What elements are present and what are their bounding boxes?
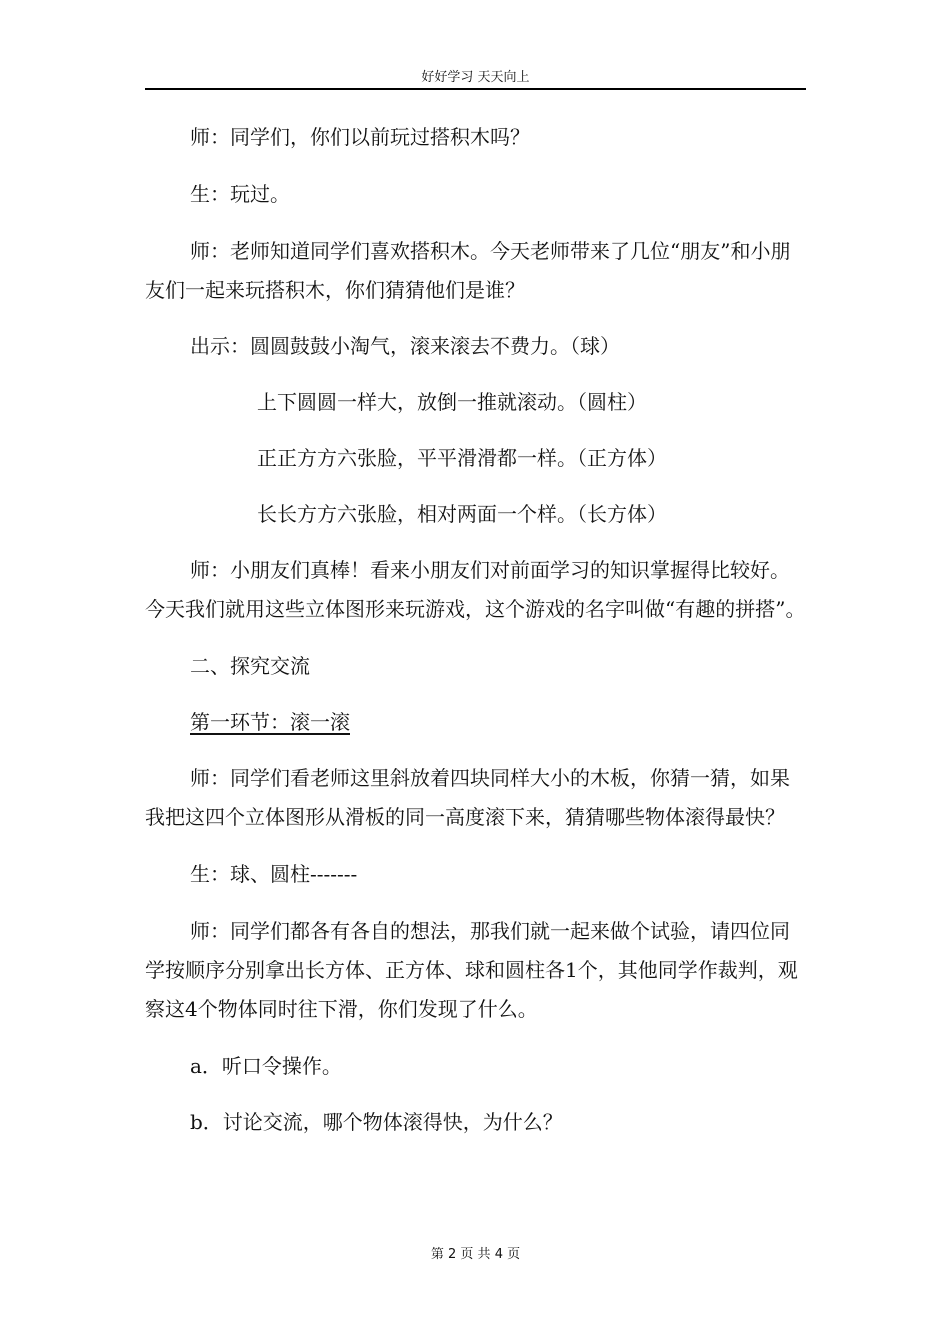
paragraph-student-guess: 生：球、圆柱------- — [190, 862, 358, 886]
header-rule — [145, 88, 806, 90]
document-body — [145, 118, 806, 1142]
list-item-b: b．讨论交流，哪个物体滚得快，为什么？ — [190, 1110, 563, 1134]
page-header: 好好学习 天天向上 — [421, 70, 530, 85]
paragraph-riddle-cylinder: 上下圆圆一样大，放倒一推就滚动。（圆柱） — [257, 390, 647, 414]
page-footer: 第 2 页 共 4 页 — [430, 1247, 521, 1262]
paragraph-teacher-experiment: 师：同学们都各有各自的想法，那我们就一起来做个试验，请四位同学按顺序分别拿出长方体、正方体、球和圆柱各1个，其他同学作裁判，观察这4个物体同时往下滑，你们发现了什么。 — [145, 919, 798, 1021]
paragraph-teacher-boards: 师：同学们看老师这里斜放着四块同样大小的木板，你猜一猜，如果我把这四个立体图形从滑板的同一高度滚下来，猜猜哪些物体滚得最快？ — [145, 766, 790, 829]
paragraph-teacher-intro: 师：老师知道同学们喜欢搭积木。今天老师带来了几位“朋友”和小朋友们一起来玩搭积木，你们猜猜他们是谁？ — [145, 239, 791, 302]
paragraph-riddle-cuboid: 长长方方六张脸，相对两面一个样。（长方体） — [257, 502, 667, 526]
paragraph-riddle-cube: 正正方方六张脸，平平滑滑都一样。（正方体） — [257, 446, 667, 470]
subsection-heading-roll — [145, 703, 806, 742]
paragraph-student-answer: 生：玩过。 — [190, 182, 290, 206]
section-heading-explore: 二、探究交流 — [190, 654, 310, 678]
subsection-heading-roll-text: 第一环节：滚一滚 — [190, 710, 350, 734]
paragraph-teacher-praise: 师：小朋友们真棒！看来小朋友们对前面学习的知识掌握得比较好。今天我们就用这些立体图形来玩游戏，这个游戏的名字叫做“有趣的拼搭”。 — [145, 558, 806, 621]
paragraph-teacher-question: 师：同学们，你们以前玩过搭积木吗？ — [190, 125, 530, 149]
list-item-a: a．听口令操作。 — [190, 1054, 342, 1078]
paragraph-riddle-ball: 出示：圆圆鼓鼓小淘气，滚来滚去不费力。（球） — [190, 334, 620, 358]
